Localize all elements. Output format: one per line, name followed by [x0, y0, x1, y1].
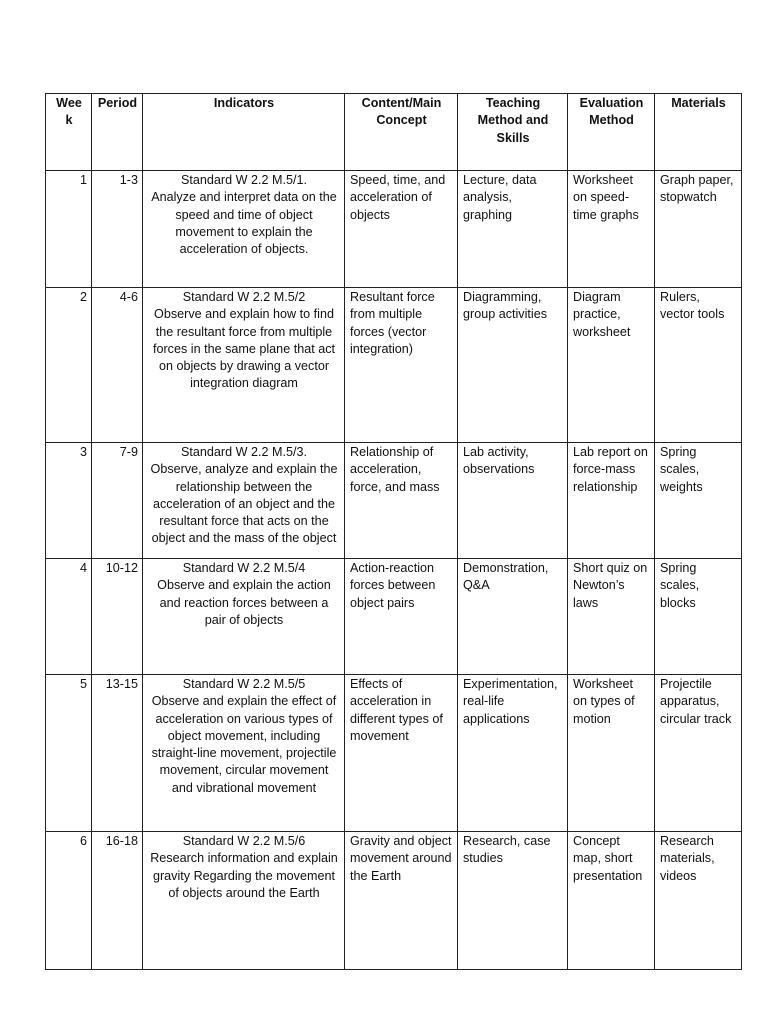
indicator-cell: [143, 832, 345, 970]
materials-cell: Spring scales, weights: [655, 443, 742, 559]
content-cell: Effects of acceleration in different types of movement: [345, 675, 458, 832]
period-cell: 13-15: [92, 675, 143, 832]
period-cell: 1-3: [92, 171, 143, 288]
evaluation-cell: Concept map, short presentation: [568, 832, 655, 970]
teaching-cell: Experimentation, real-life applications: [458, 675, 568, 832]
lesson-plan-table: [45, 93, 742, 970]
table-row: [46, 832, 742, 970]
materials-cell: Graph paper, stopwatch: [655, 171, 742, 288]
header-week: Wee k: [46, 94, 92, 171]
standard-code: Standard W 2.2 M.5/6: [182, 834, 306, 848]
content-cell: Gravity and object movement around the Earth: [345, 832, 458, 970]
content-cell: Resultant force from multiple forces (vector integration): [345, 288, 458, 443]
teaching-cell: Diagramming, group activities: [458, 288, 568, 443]
materials-cell: Research materials, videos: [655, 832, 742, 970]
content-cell: Speed, time, and acceleration of objects: [345, 171, 458, 288]
evaluation-cell: Diagram practice, worksheet: [568, 288, 655, 443]
header-content: Content/Main Concept: [345, 94, 458, 171]
materials-cell: Spring scales, blocks: [655, 559, 742, 675]
header-row: [46, 94, 742, 171]
evaluation-cell: Short quiz on Newton’s laws: [568, 559, 655, 675]
header-evaluation: Evaluation Method: [568, 94, 655, 171]
week-cell: 6: [46, 832, 92, 970]
indicator-text: Observe, analyze and explain the relationship between the acceleration of an object and the resultant force that acts on the object and the mass of the object: [150, 462, 338, 546]
header-teaching: Teaching Method and Skills: [458, 94, 568, 171]
week-cell: 2: [46, 288, 92, 443]
teaching-cell: Lecture, data analysis, graphing: [458, 171, 568, 288]
evaluation-cell: Worksheet on speed-time graphs: [568, 171, 655, 288]
evaluation-cell: Lab report on force-mass relationship: [568, 443, 655, 559]
standard-code: Standard W 2.2 M.5/2: [182, 290, 306, 304]
week-cell: 1: [46, 171, 92, 288]
indicator-cell: [143, 675, 345, 832]
period-cell: 10-12: [92, 559, 143, 675]
teaching-cell: Research, case studies: [458, 832, 568, 970]
week-cell: 3: [46, 443, 92, 559]
indicator-text: Observe and explain how to find the resultant force from multiple forces in the same plane that act on objects by drawing a vector integration diagram: [152, 307, 335, 391]
indicator-cell: [143, 288, 345, 443]
standard-code: Standard W 2.2 M.5/4: [182, 561, 306, 575]
indicator-cell: [143, 171, 345, 288]
table-row: [46, 171, 742, 288]
indicator-cell: [143, 559, 345, 675]
week-cell: 5: [46, 675, 92, 832]
table-row: [46, 675, 742, 832]
materials-cell: Projectile apparatus, circular track: [655, 675, 742, 832]
period-cell: 16-18: [92, 832, 143, 970]
week-cell: 4: [46, 559, 92, 675]
materials-cell: Rulers, vector tools: [655, 288, 742, 443]
indicator-text: Observe and explain the action and reaction forces between a pair of objects: [157, 578, 331, 627]
table-row: [46, 288, 742, 443]
period-cell: 4-6: [92, 288, 143, 443]
content-cell: Relationship of acceleration, force, and mass: [345, 443, 458, 559]
content-cell: Action-reaction forces between object pairs: [345, 559, 458, 675]
header-period: Period: [92, 94, 143, 171]
indicator-cell: [143, 443, 345, 559]
teaching-cell: Lab activity, observations: [458, 443, 568, 559]
header-indicators: Indicators: [143, 94, 345, 171]
indicator-text: Analyze and interpret data on the speed and time of object movement to explain the acceleration of objects.: [151, 190, 337, 257]
period-cell: 7-9: [92, 443, 143, 559]
header-materials: Materials: [655, 94, 742, 171]
table-row: [46, 559, 742, 675]
evaluation-cell: Worksheet on types of motion: [568, 675, 655, 832]
standard-code: Standard W 2.2 M.5/1.: [181, 173, 307, 187]
standard-code: Standard W 2.2 M.5/3.: [181, 445, 307, 459]
standard-code: Standard W 2.2 M.5/5: [182, 677, 306, 691]
table-row: [46, 443, 742, 559]
indicator-text: Observe and explain the effect of acceleration on various types of object movement, including straight-line movement, projectile movement, circular movement and vibrational movement: [151, 694, 337, 795]
indicator-text: Research information and explain gravity Regarding the movement of objects around the Earth: [150, 851, 338, 900]
teaching-cell: Demonstration, Q&A: [458, 559, 568, 675]
